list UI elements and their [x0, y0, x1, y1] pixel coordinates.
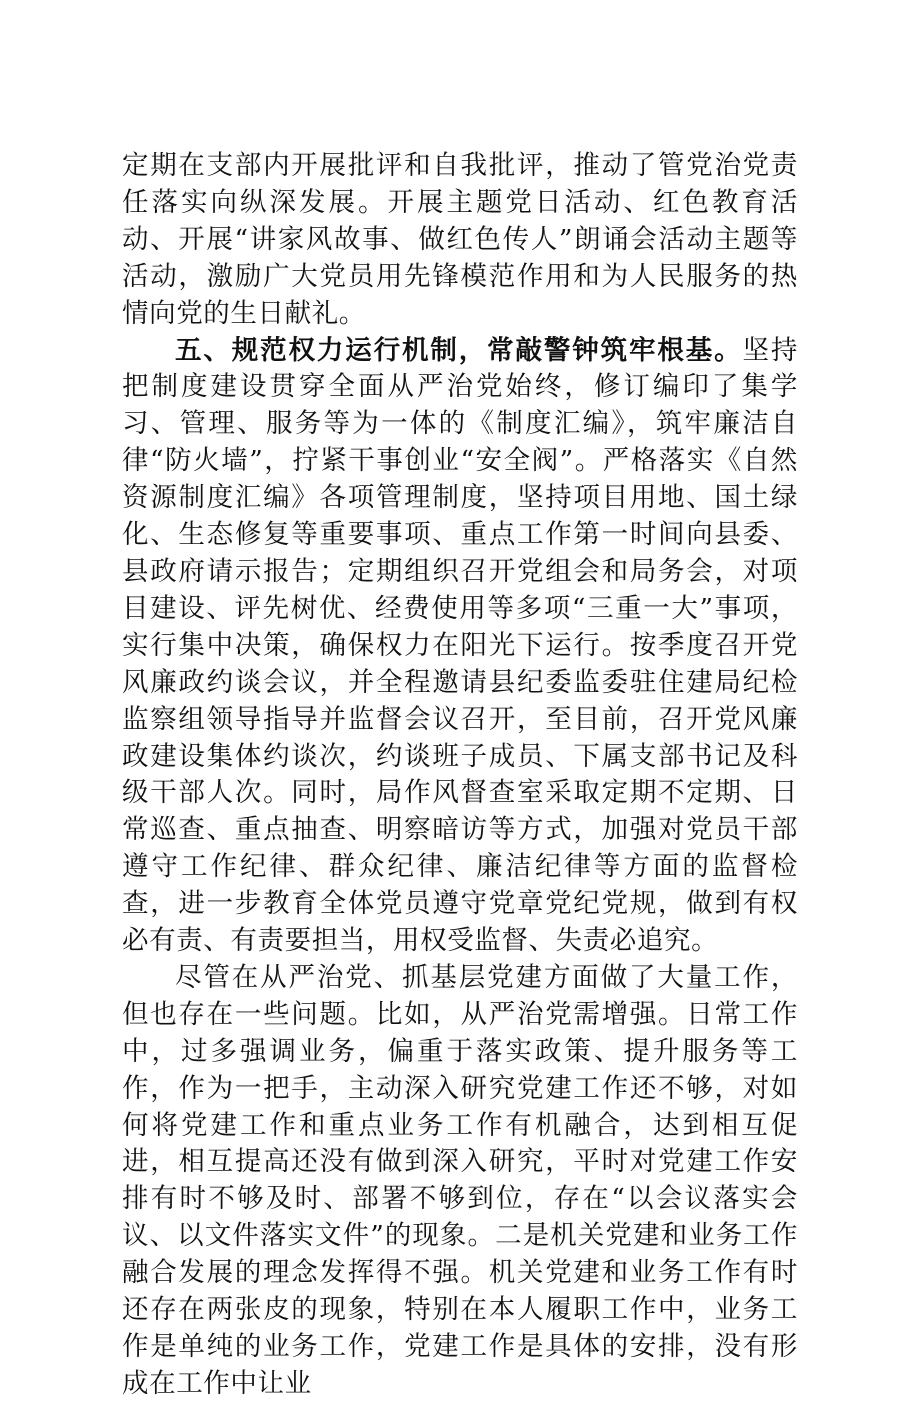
document-page — [122, 148, 798, 1403]
paragraph-text: 定期在支部内开展批评和自我批评，推动了管党治党责任落实向纵深发展。开展主题党日活动、红色教育活动、开展“讲家风故事、做红色传人”朗诵会活动主题等活动，激励广大党员用先锋模范作用和为人民服务的热情向党的生日献礼。 — [122, 150, 798, 329]
section-heading: 五、规范权力运行机制，常敲警钟筑牢根基。 — [175, 334, 743, 366]
paragraph-problems — [122, 960, 798, 1403]
paragraph-section-five — [122, 333, 798, 960]
paragraph-continuation — [122, 148, 798, 333]
paragraph-text: 坚持把制度建设贯穿全面从严治党始终，修订编印了集学习、管理、服务等为一体的《制度汇编》，筑牢廉洁自律“防火墙”，拧紧干事创业“安全阀”。严格落实《自然资源制度汇编》各项管理制度，坚持项目用地、国土绿化、生态修复等重要事项、重点工作第一时间向县委、县政府请示报告；定期组织召开党组会和局务会，对项目建设、评先树优、经费使用等多项“三重一大”事项，实行集中决策，确保权力在阳光下运行。按季度召开党风廉政约谈会议，并全程邀请县纪委监委驻住建局纪检监察组领导指导并监督会议召开，至目前，召开党风廉政建设集体约谈次，约谈班子成员、下属支部书记及科级干部人次。同时，局作风督查室采取定期不定期、日常巡查、重点抽查、明察暗访等方式，加强对党员干部遵守工作纪律、群众纪律、廉洁纪律等方面的监督检查，进一步教育全体党员遵守党章党纪党规，做到有权必有责、有责要担当，用权受监督、失责必追究。 — [122, 334, 799, 957]
paragraph-text: 尽管在从严治党、抓基层党建方面做了大量工作，但也存在一些问题。比如，从严治党需增强。日常工作中，过多强调业务，偏重于落实政策、提升服务等工作，作为一把手，主动深入研究党建工作还不够，对如何将党建工作和重点业务工作有机融合，达到相互促进，相互提高还没有做到深入研究，平时对党建工作安排有时不够及时、部署不够到位，存在“以会议落实会议、以文件落实文件”的现象。二是机关党建和业务工作融合发展的理念发挥得不强。机关党建和业务工作有时还存在两张皮的现象，特别在本人履职工作中，业务工作是单纯的业务工作，党建工作是具体的安排，没有形成在工作中让业 — [122, 961, 798, 1399]
